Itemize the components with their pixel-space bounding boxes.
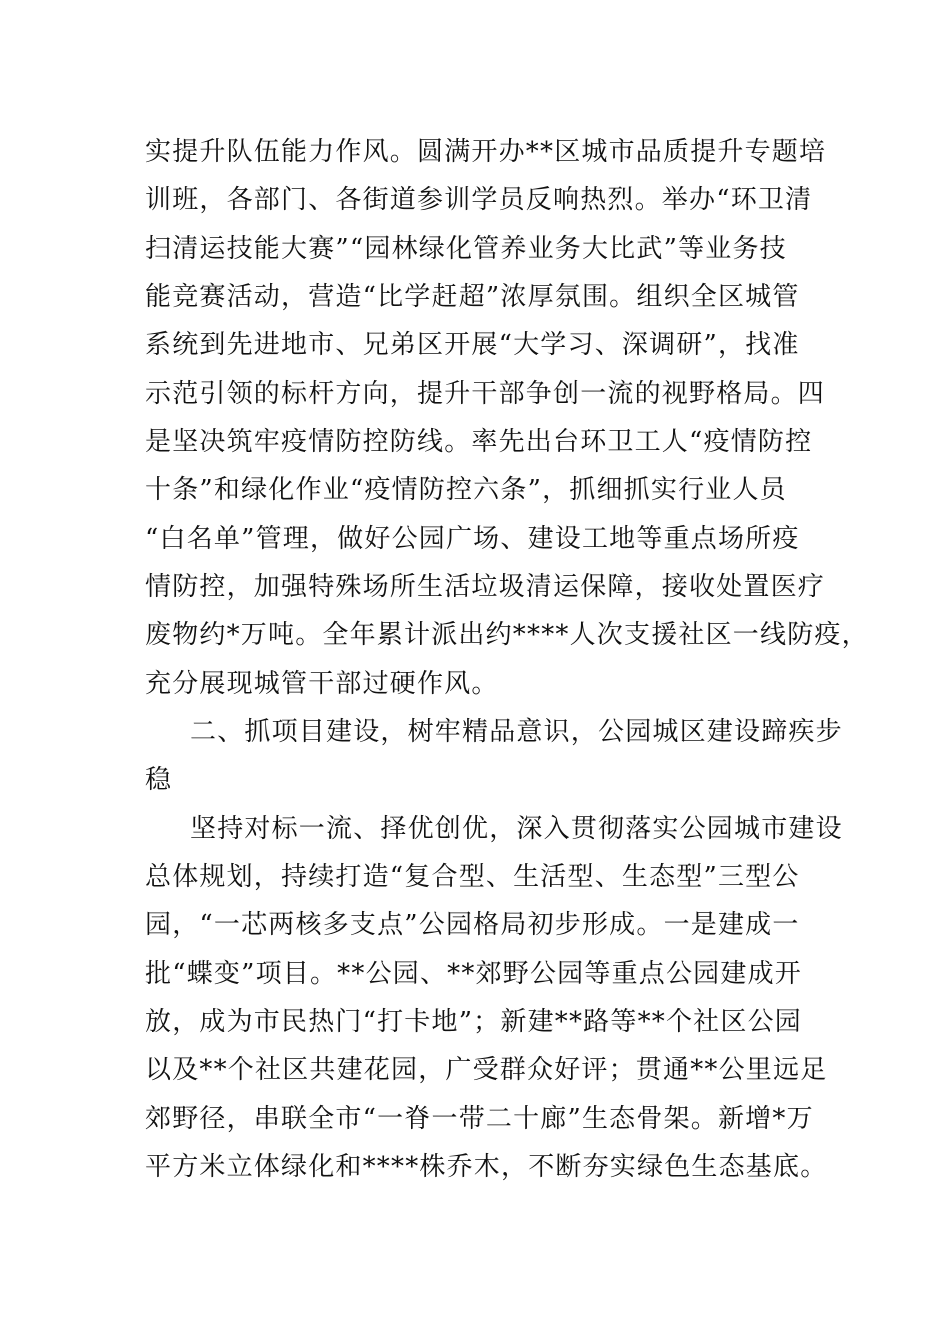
paragraph-line: 充分展现城管干部过硬作风。 bbox=[145, 669, 499, 699]
paragraph-line: 训班，各部门、各街道参训学员反响热烈。举办“环卫清 bbox=[145, 185, 813, 215]
paragraph-line: 废物约*万吨。全年累计派出约****人次支援社区一线防疫， bbox=[145, 620, 869, 650]
paragraph-line: 十条”和绿化作业“疫情防控六条”，抓细抓实行业人员 bbox=[145, 475, 787, 505]
section-heading-line: 二、抓项目建设，树牢精品意识，公园城区建设蹄疾步 bbox=[190, 717, 843, 747]
paragraph-line: “白名单”管理，做好公园广场、建设工地等重点场所疫 bbox=[145, 524, 800, 554]
paragraph-line: 以及**个社区共建花园，广受群众好评；贯通**公里远足 bbox=[145, 1055, 828, 1085]
paragraph-line: 放，成为市民热门“打卡地”；新建**路等**个社区公园 bbox=[145, 1007, 802, 1037]
section-heading-line: 稳 bbox=[145, 765, 173, 795]
paragraph-line: 坚持对标一流、择优创优，深入贯彻落实公园城市建设 bbox=[190, 814, 843, 844]
paragraph-line: 批“蝶变”项目。**公园、**郊野公园等重点公园建成开 bbox=[145, 959, 802, 989]
paragraph-line: 郊野径，串联全市“一脊一带二十廊”生态骨架。新增*万 bbox=[145, 1104, 814, 1134]
paragraph-line: 能竞赛活动，营造“比学赶超”浓厚氛围。组织全区城管 bbox=[145, 282, 800, 312]
paragraph-line: 示范引领的标杆方向，提升干部争创一流的视野格局。四 bbox=[145, 379, 826, 409]
paragraph-line: 总体规划，持续打造“复合型、生活型、生态型”三型公 bbox=[145, 862, 800, 892]
paragraph-line: 园，“一芯两核多支点”公园格局初步形成。一是建成一 bbox=[145, 910, 800, 940]
paragraph-line: 扫清运技能大赛”“园林绿化管养业务大比武”等业务技 bbox=[145, 234, 787, 264]
paragraph-line: 平方米立体绿化和****株乔木，不断夯实绿色生态基底。 bbox=[145, 1152, 828, 1182]
paragraph-line: 系统到先进地市、兄弟区开展“大学习、深调研”，找准 bbox=[145, 330, 800, 360]
paragraph-line: 是坚决筑牢疫情防控防线。率先出台环卫工人“疫情防控 bbox=[145, 427, 813, 457]
paragraph-line: 实提升队伍能力作风。圆满开办**区城市品质提升专题培 bbox=[145, 137, 827, 167]
paragraph-line: 情防控，加强特殊场所生活垃圾清运保障，接收处置医疗 bbox=[145, 572, 826, 602]
